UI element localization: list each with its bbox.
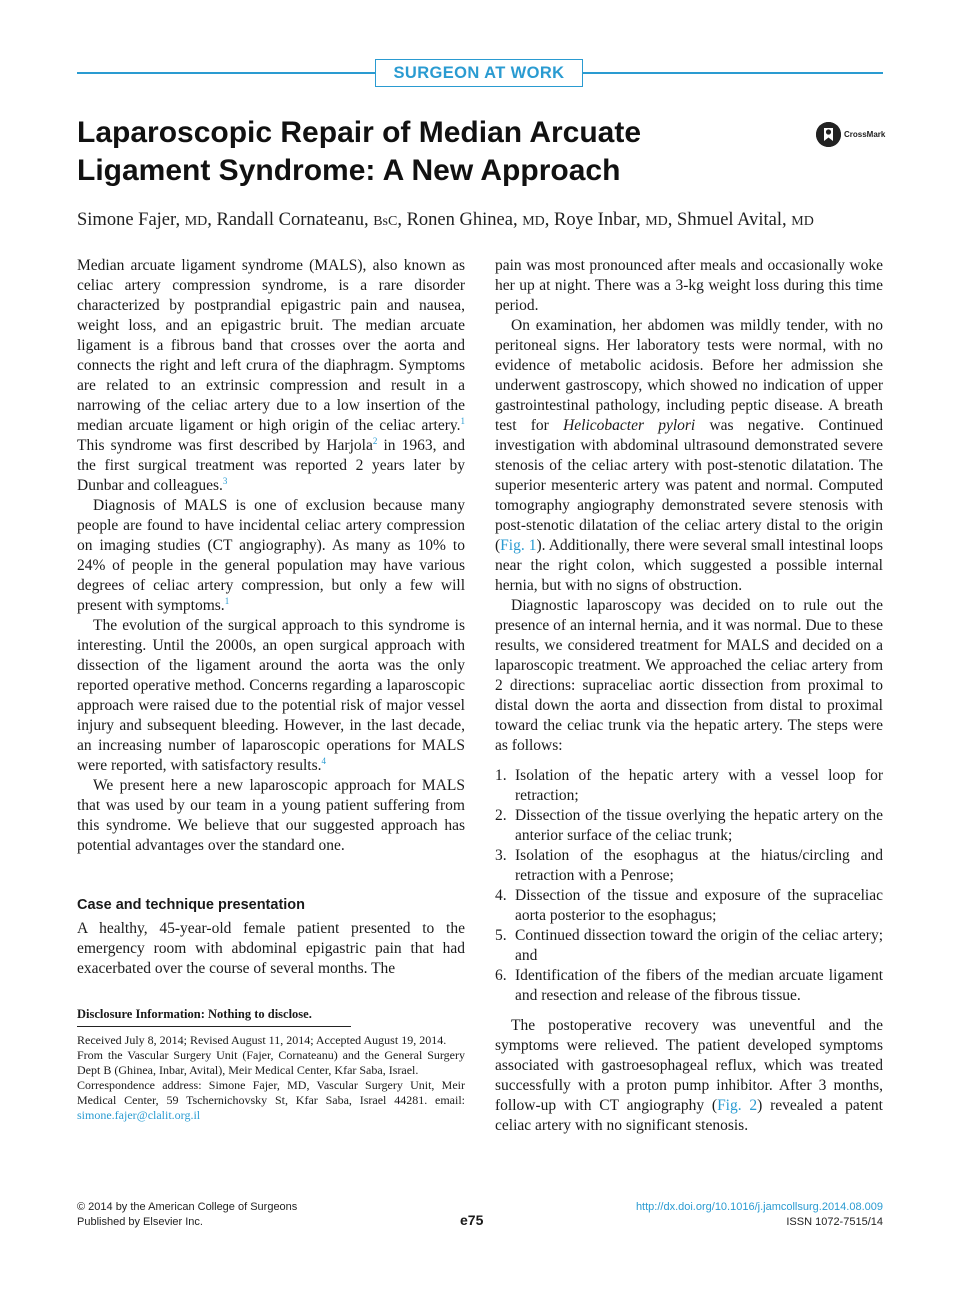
list-item: 5. Continued dissection toward the origin of the celiac artery; and — [495, 927, 883, 964]
paragraph: A healthy, 45-year-old female patient presented to the emergency room with abdominal epigastric pain that had exacerbated over the course of several months. The — [77, 920, 465, 977]
page-number: e75 — [460, 1212, 484, 1228]
citation-ref[interactable]: 2 — [372, 435, 378, 446]
citation-ref[interactable]: 4 — [321, 755, 326, 766]
footnote-rule — [77, 1026, 351, 1027]
figure-link[interactable]: Fig. 1 — [500, 537, 537, 554]
paragraph: We present here a new laparoscopic approach for MALS that was used by our team in a young patient suffering from this syndrome. We believe that our suggested approach has potential advantages over the standard one. — [77, 777, 465, 854]
paragraph: The evolution of the surgical approach to this syndrome is interesting. Until the 2000s, an open surgical approach with dissection of the ligament around the aorta was the only reported operative method. Concerns regarding a laparoscopic approach were raised due to the potential risk of major vessel injury and subsequent bleeding. However, in the last decade, an increasing number of laparoscopic operations for MALS were reported, with satisfactory results.$^4$ — [77, 617, 465, 774]
copyright: © 2014 by the American College of Surgeons — [77, 1201, 298, 1213]
citation-ref[interactable]: 1 — [460, 415, 465, 426]
section-label: SURGEON AT WORK — [375, 59, 583, 87]
list-item: 4. Dissection of the tissue and exposure of the supraceliac aorta posterior to the esophagus; — [495, 887, 883, 924]
author-name: Shmuel Avital — [677, 210, 783, 230]
crossmark-label: CrossMark — [844, 130, 886, 139]
footer-right — [636, 1200, 883, 1230]
procedure-steps — [495, 766, 883, 1006]
email-link[interactable]: simone.fajer@clalit.org.il — [77, 1108, 201, 1122]
paragraph: pain was most pronounced after meals and occasionally woke her up at night. There was a 3-kg weight loss during this time period. — [495, 257, 883, 314]
affiliation-note: From the Vascular Surgery Unit (Fajer, Cornateanu) and the General Surgery Dept B (Ghinea, Inbar, Avital), Meir Medical Center, Kfar Saba, Israel. — [77, 1048, 465, 1077]
issn: ISSN 1072-7515/14 — [786, 1216, 883, 1228]
crossmark-icon — [816, 122, 841, 147]
author-name: Simone Fajer — [77, 210, 176, 230]
author-name: Roye Inbar — [554, 210, 636, 230]
list-item: 1. Isolation of the hepatic artery with a vessel loop for retraction; — [495, 767, 883, 804]
figure-link[interactable]: Fig. 2 — [717, 1097, 758, 1114]
paragraph: Diagnosis of MALS is one of exclusion because many people are found to have incidental celiac artery compression on imaging studies (CT angiography). As many as 10% to 24% of people in the general population may have various degrees of celiac artery compression, but only a few will present with symptoms.$^1$ — [77, 497, 465, 614]
author-name: Randall Cornateanu — [216, 210, 364, 230]
header-rule-right — [583, 72, 883, 74]
received-dates: Received July 8, 2014; Revised August 11, 2014; Accepted August 19, 2014. — [77, 1033, 447, 1047]
list-item: 6. Identification of the fibers of the median arcuate ligament and resection and release of the fibrous tissue. — [495, 967, 883, 1004]
section-heading: Case and technique presentation — [77, 897, 306, 913]
disclosure-note: Disclosure Information: Nothing to disclose. — [77, 1007, 312, 1021]
crossmark-badge[interactable] — [816, 122, 885, 147]
paragraph: The postoperative recovery was uneventful and the symptoms were relieved. The patient developed symptoms associated with gastroesophageal reflux, which was treated successfully with a proton pump inhibitor. After 3 months, follow-up with CT angiography (Fig. 2) revealed a patent celiac artery with no significant stenosis. — [495, 1017, 883, 1134]
list-item: 3. Isolation of the esophagus at the hiatus/circling and retraction with a Penrose; — [495, 847, 883, 884]
header-rule-left — [77, 72, 375, 74]
citation-ref[interactable]: 1 — [224, 595, 230, 606]
footnotes — [77, 1007, 465, 1123]
footer-left — [77, 1200, 297, 1230]
article-title: Laparoscopic Repair of Median Arcuate Ligament Syndrome: A New Approach — [77, 116, 642, 187]
publisher: Published by Elsevier Inc. — [77, 1216, 203, 1228]
list-item: 2. Dissection of the tissue overlying the hepatic artery on the anterior surface of the celiac trunk; — [495, 807, 883, 844]
correspondence-note: Correspondence address: Simone Fajer, MD, Vascular Surgery Unit, Meir Medical Center, 59 Tschernichovsky St, Kfar Saba, Israel 44281. email: simone.fajer@clalit.org.il — [77, 1078, 465, 1122]
paragraph: Median arcuate ligament syndrome (MALS), also known as celiac artery compression syndrome, is a rare disorder characterized by postprandial epigastric pain and nausea, weight loss, and an epigastric bruit. The median arcuate ligament is a fibrous band that crosses over the aorta and connects the right and left crura of the diaphragm. Symptoms are related to an extrinsic compression and result in a narrowing of the celiac artery due to a low insertion of the median arcuate ligament or high origin of the celiac artery.$^1$ This syndrome was first described by Harjola$^2$ in 1963, and the first surgical treatment was reported 2 years later by Dunbar and colleagues.$^3$ — [77, 257, 465, 494]
author-list: Simone Fajer, MD, Randall Cornateanu, BsC, Ronen Ghinea, MD, Roye Inbar, MD, Shmuel Avital, MD — [77, 210, 814, 230]
paragraph: Diagnostic laparoscopy was decided on to rule out the presence of an internal hernia, and it was normal. Due to these results, we considered treatment for MALS and decided on a laparoscopic treatment. We approached the celiac artery from 2 directions: supraceliac aortic dissection from proximal to distal down the aorta and dissection from distal to proximal toward the celiac trunk via the hepatic artery. The steps were as follows: — [495, 597, 883, 754]
right-column — [495, 256, 883, 1136]
citation-ref[interactable]: 3 — [222, 475, 228, 486]
author-degree: MD — [184, 214, 208, 229]
author-degree: MD — [522, 214, 545, 229]
author-degree: MD — [791, 214, 814, 229]
author-degree: BsC — [373, 214, 398, 229]
paragraph: On examination, her abdomen was mildly tender, with no peritoneal signs. Her laboratory tests were normal, with no evidence of metabolic acidosis. Before her admission she underwent gastroscopy, which showed no indication of upper gastrointestinal pathology, including peptic disease. A breath test for Helicobacter pylori was negative. Continued investigation with abdominal ultrasound demonstrated severe stenosis of the celiac artery with post-stenotic dilatation. The superior mesenteric artery was patent and normal. Computed tomography angiography demonstrated severe stenosis with post-stenotic dilatation of the celiac artery distal to the origin (Fig. 1). Additionally, there were several small intestinal loops near the right colon, which suggested a possible internal hernia, but with no signs of obstruction. — [495, 317, 883, 594]
author-name: Ronen Ghinea — [406, 210, 513, 230]
doi-link[interactable]: http://dx.doi.org/10.1016/j.jamcollsurg.2014.08.009 — [635, 1201, 883, 1213]
author-degree: MD — [645, 214, 668, 229]
left-column — [77, 256, 465, 979]
